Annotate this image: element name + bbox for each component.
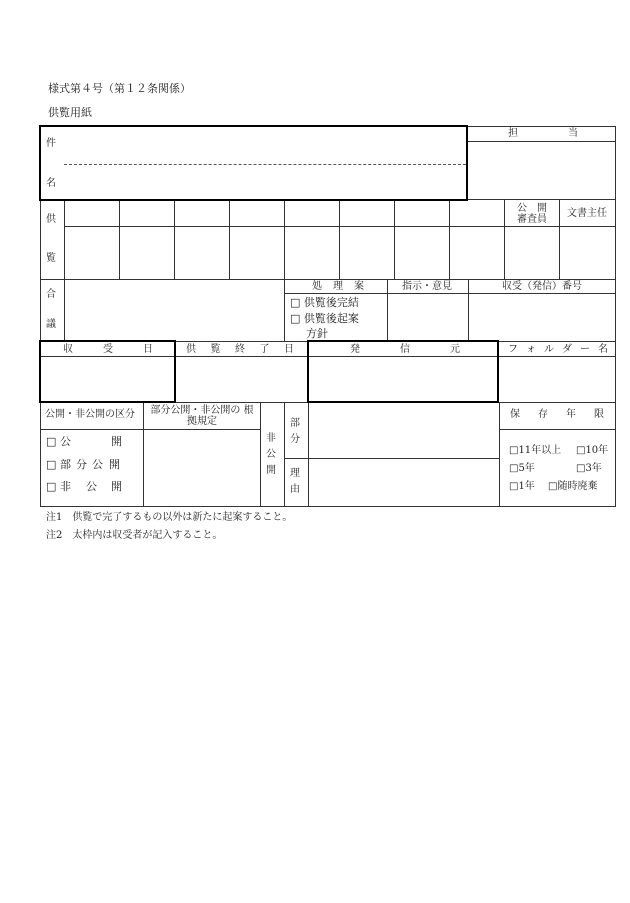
retention-11-years[interactable]: □11年以上 <box>509 445 562 456</box>
retention-5-years[interactable]: □5年 <box>509 463 535 474</box>
form-title: 供覧用紙 <box>48 106 92 119</box>
reason-vertical-label: 理 由 <box>290 468 300 495</box>
person-in-charge-header: 担 当 <box>508 128 578 139</box>
receipt-number-header: 収受（発信）番号 <box>502 281 582 292</box>
disclosure-reviewer-header: 公 開 審査員 <box>517 203 547 225</box>
option-view-draft[interactable]: □ 供覧後起案 <box>290 312 359 325</box>
retention-discard-anytime[interactable]: □随時廃棄 <box>548 481 598 492</box>
option-view-draft-cont: 方針 <box>306 327 328 340</box>
note-2: 注2 太枠内は収受者が記入すること。 <box>46 530 223 541</box>
consult-label-1: 合 <box>46 289 56 300</box>
retention-10-years[interactable]: □10年 <box>576 445 609 456</box>
instruction-header: 指示・意見 <box>402 281 452 292</box>
retention-1-year[interactable]: □1年 <box>509 481 535 492</box>
retention-3-years[interactable]: □3年 <box>576 463 602 474</box>
retention-period-header: 保 存 年 限 <box>510 409 604 420</box>
consult-label-2: 議 <box>46 319 56 330</box>
option-non-public[interactable]: □ 非 公 開 <box>46 480 122 493</box>
folder-name-header: フ ォ ル ダ ー 名 <box>508 344 608 355</box>
viewing-end-date-header: 供 覧 終 了 日 <box>186 344 294 355</box>
view-label-2: 覧 <box>46 253 56 264</box>
nonpublic-vertical-label: 非 公 開 <box>266 433 276 476</box>
subject-label-1: 件 <box>46 138 56 149</box>
view-label-1: 供 <box>46 214 56 225</box>
sender-header: 発 信 元 <box>350 344 460 355</box>
disclosure-category-header: 公開・非公開の区分 <box>45 409 135 420</box>
legal-basis-header: 部分公開・非公開の 根拠規定 <box>150 405 254 427</box>
doc-manager-header: 文書主任 <box>567 208 607 219</box>
partial-vertical-label: 部 分 <box>290 418 300 445</box>
option-public[interactable]: □ 公 開 <box>46 435 122 448</box>
form-number: 様式第４号（第１２条関係） <box>48 82 191 95</box>
note-1: 注1 供覧で完了するもの以外は新たに起案すること。 <box>46 512 293 523</box>
subject-label-2: 名 <box>46 178 56 189</box>
option-partial-public[interactable]: □ 部 分 公 開 <box>46 458 120 471</box>
received-date-header: 収 受 日 <box>63 344 153 355</box>
processing-header: 処 理 案 <box>312 281 364 292</box>
option-view-complete[interactable]: □ 供覧後完結 <box>290 296 359 309</box>
